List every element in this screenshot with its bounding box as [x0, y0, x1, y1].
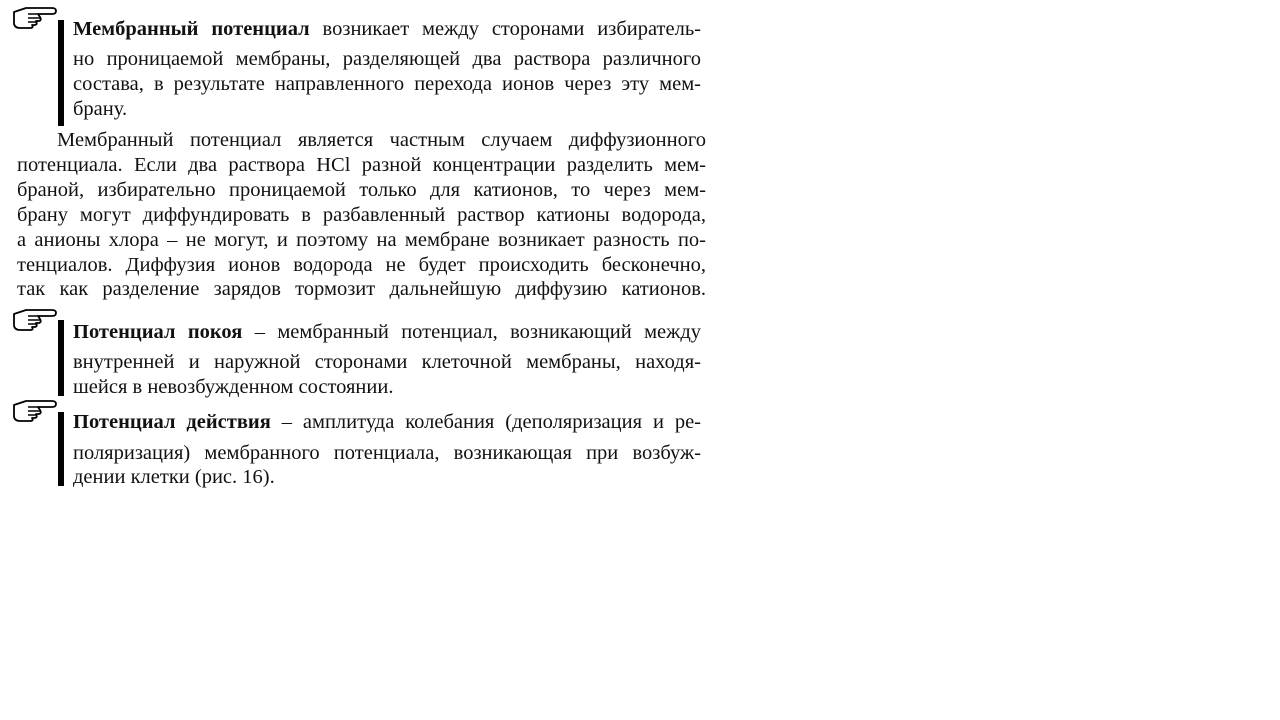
pointing-hand-icon: [12, 397, 58, 423]
paragraph-line: потенциала. Если два раствора HCl разной концентрации разделить мем-: [17, 154, 706, 176]
definition-bar: [58, 20, 64, 126]
paragraph-line: браной, избирательно проницаемой только для катионов, то через мем-: [17, 179, 706, 201]
definition-line: но проницаемой мембраны, разделяющей два раствора различного: [73, 48, 701, 70]
paragraph-line: Мембранный потенциал является частным случаем диффузионного: [57, 129, 706, 151]
definition-term: Мембранный потенциал: [73, 18, 310, 40]
definition-term: Потенциал действия: [73, 411, 271, 433]
definition-line: брану.: [73, 98, 128, 120]
definition-line: внутренней и наружной сторонами клеточной мембраны, находя-: [73, 351, 701, 373]
pointing-hand-icon: [12, 4, 58, 30]
paragraph-line: так как разделение зарядов тормозит дальнейшую диффузию катионов.: [17, 278, 706, 300]
definition-line: Мембранный потенциал возникает между сторонами избиратель-: [73, 18, 702, 40]
definition-line: Потенциал действия – амплитуда колебания (деполяризация и ре-: [73, 411, 701, 433]
definition-line: поляризация) мембранного потенциала, возникающая при возбуж-: [73, 442, 701, 464]
definition-term: Потенциал покоя: [73, 321, 243, 343]
definition-bar: [58, 412, 64, 486]
paragraph-line: тенциалов. Диффузия ионов водорода не будет происходить бесконечно,: [17, 254, 706, 276]
definition-line: Потенциал покоя – мембранный потенциал, возникающий между: [73, 321, 701, 343]
definition-line: дении клетки (рис. 16).: [73, 466, 275, 488]
paragraph-line: брану могут диффундировать в разбавленный раствор катионы водорода,: [17, 204, 706, 226]
definition-line: состава, в результате направленного перехода ионов через эту мем-: [73, 73, 701, 95]
definition-line: шейся в невозбужденном состоянии.: [73, 376, 394, 398]
paragraph-line: а анионы хлора – не могут, и поэтому на мембране возникает разность по-: [17, 229, 706, 251]
definition-bar: [58, 320, 64, 396]
pointing-hand-icon: [12, 306, 58, 332]
